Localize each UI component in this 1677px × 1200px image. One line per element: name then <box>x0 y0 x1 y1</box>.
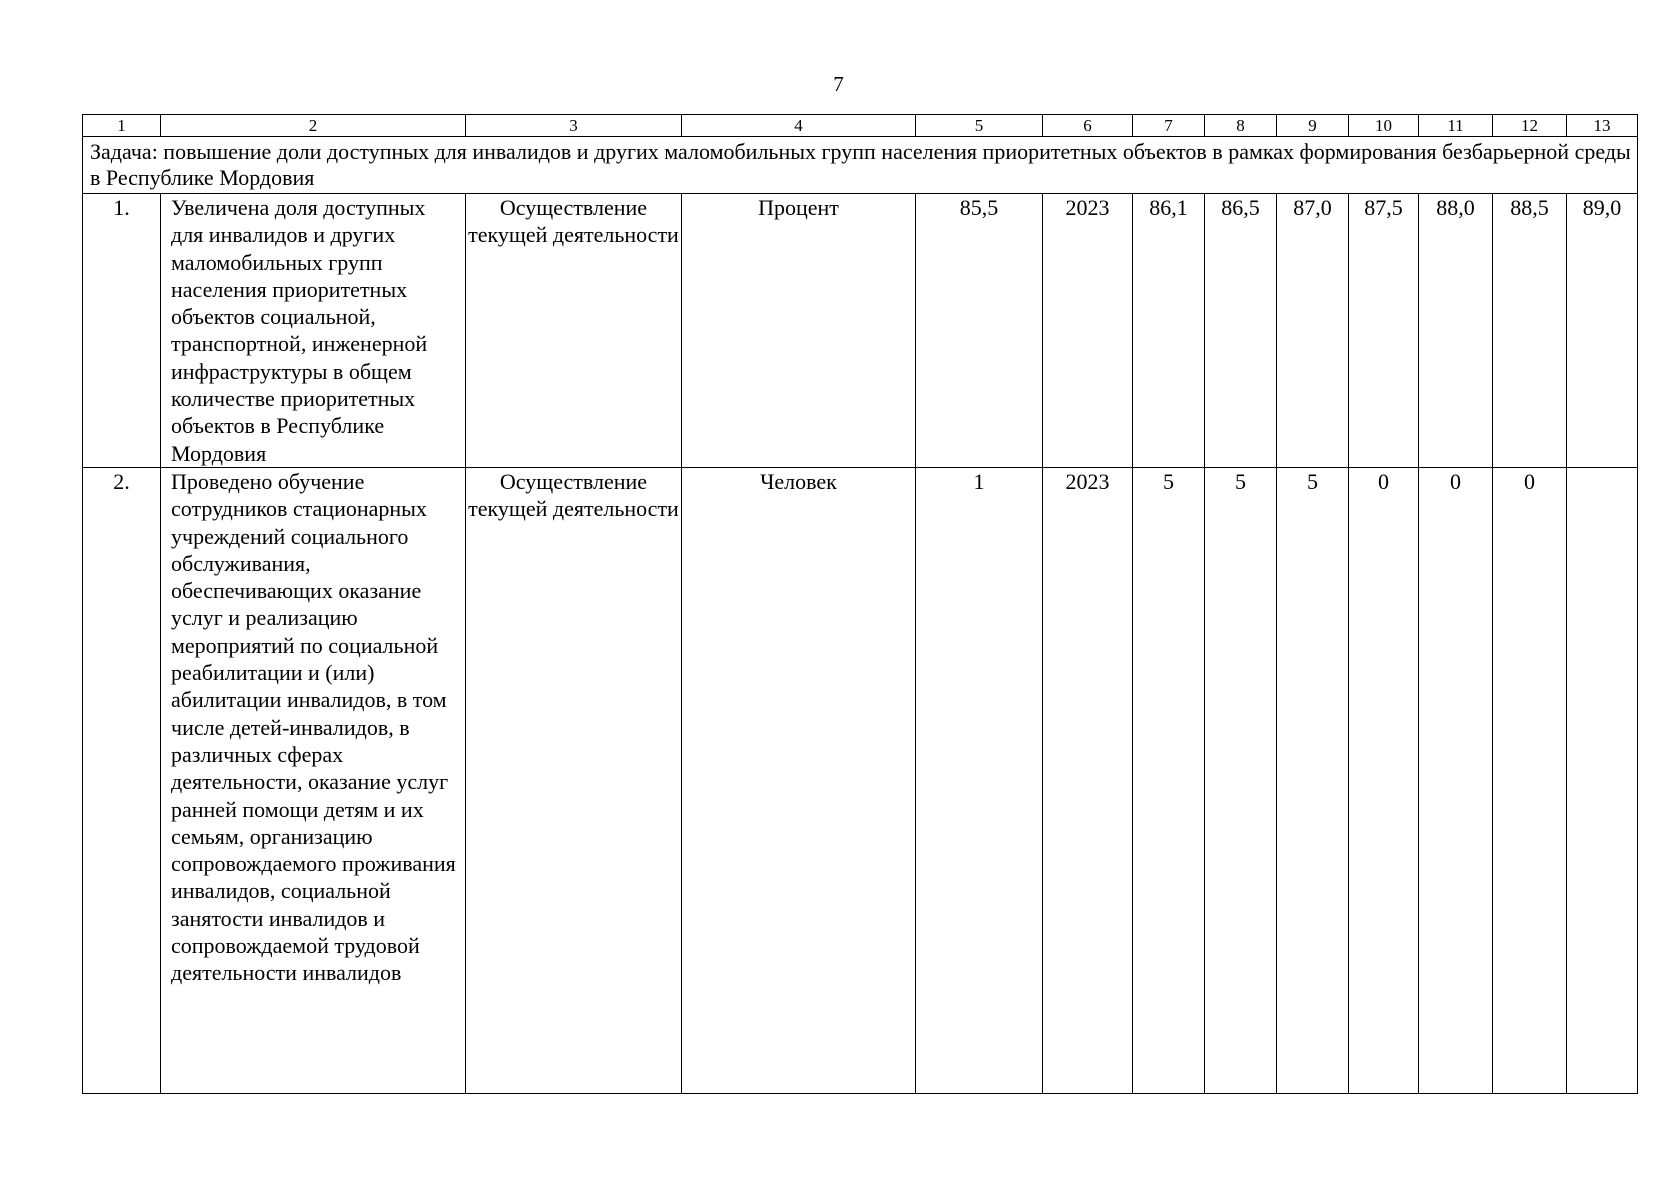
column-number: 2 <box>161 115 466 137</box>
column-number: 4 <box>682 115 916 137</box>
year-value: 0 <box>1493 468 1567 1094</box>
year-value: 86,1 <box>1133 194 1205 468</box>
year-value: 87,0 <box>1277 194 1349 468</box>
indicator-unit: Человек <box>682 468 916 1094</box>
row-number: 2. <box>83 468 161 1094</box>
base-value: 1 <box>916 468 1043 1094</box>
column-number: 10 <box>1349 115 1419 137</box>
indicator-basis: Осуществление текущей деятельности <box>466 194 682 468</box>
table-row <box>83 194 1638 468</box>
column-number: 8 <box>1205 115 1277 137</box>
base-value: 85,5 <box>916 194 1043 468</box>
base-year: 2023 <box>1043 194 1133 468</box>
column-number: 5 <box>916 115 1043 137</box>
task-text: Задача: повышение доли доступных для инвалидов и других маломобильных групп населения приоритетных объектов в рамках формирования безбарьерной среды в Республике Мордовия <box>83 137 1638 194</box>
year-value: 86,5 <box>1205 194 1277 468</box>
year-value: 0 <box>1349 468 1419 1094</box>
column-number: 12 <box>1493 115 1567 137</box>
year-value: 88,0 <box>1419 194 1493 468</box>
year-value: 5 <box>1205 468 1277 1094</box>
year-value <box>1567 468 1638 1094</box>
column-number-row <box>83 115 1638 137</box>
column-number: 13 <box>1567 115 1638 137</box>
year-value: 88,5 <box>1493 194 1567 468</box>
year-value: 5 <box>1277 468 1349 1094</box>
indicator-unit: Процент <box>682 194 916 468</box>
indicators-table <box>82 114 1638 1094</box>
indicator-basis: Осуществление текущей деятельности <box>466 468 682 1094</box>
column-number: 1 <box>83 115 161 137</box>
base-year: 2023 <box>1043 468 1133 1094</box>
indicator-description: Проведено обучение сотрудников стационарных учреждений социального обслуживания, обеспечивающих оказание услуг и реализацию мероприятий по социальной реабилитации и (или) абилитации инвалидов, в том числе детей-инвалидов, в различных сферах деятельности, оказание услуг ранней помощи детям и их семьям, организацию сопровождаемого проживания инвалидов, социальной занятости инвалидов и сопровождаемой трудовой деятельности инвалидов <box>161 468 466 1094</box>
table-row <box>83 468 1638 1094</box>
task-row <box>83 137 1638 194</box>
year-value: 0 <box>1419 468 1493 1094</box>
column-number: 7 <box>1133 115 1205 137</box>
year-value: 87,5 <box>1349 194 1419 468</box>
column-number: 6 <box>1043 115 1133 137</box>
row-number: 1. <box>83 194 161 468</box>
column-number: 11 <box>1419 115 1493 137</box>
year-value: 89,0 <box>1567 194 1638 468</box>
page-number: 7 <box>833 72 844 96</box>
column-number: 9 <box>1277 115 1349 137</box>
column-number: 3 <box>466 115 682 137</box>
year-value: 5 <box>1133 468 1205 1094</box>
indicator-description: Увеличена доля доступных для инвалидов и других маломобильных групп населения приоритетных объектов социальной, транспортной, инженерной инфраструктуры в общем количестве приоритетных объектов в Республике Мордовия <box>161 194 466 468</box>
